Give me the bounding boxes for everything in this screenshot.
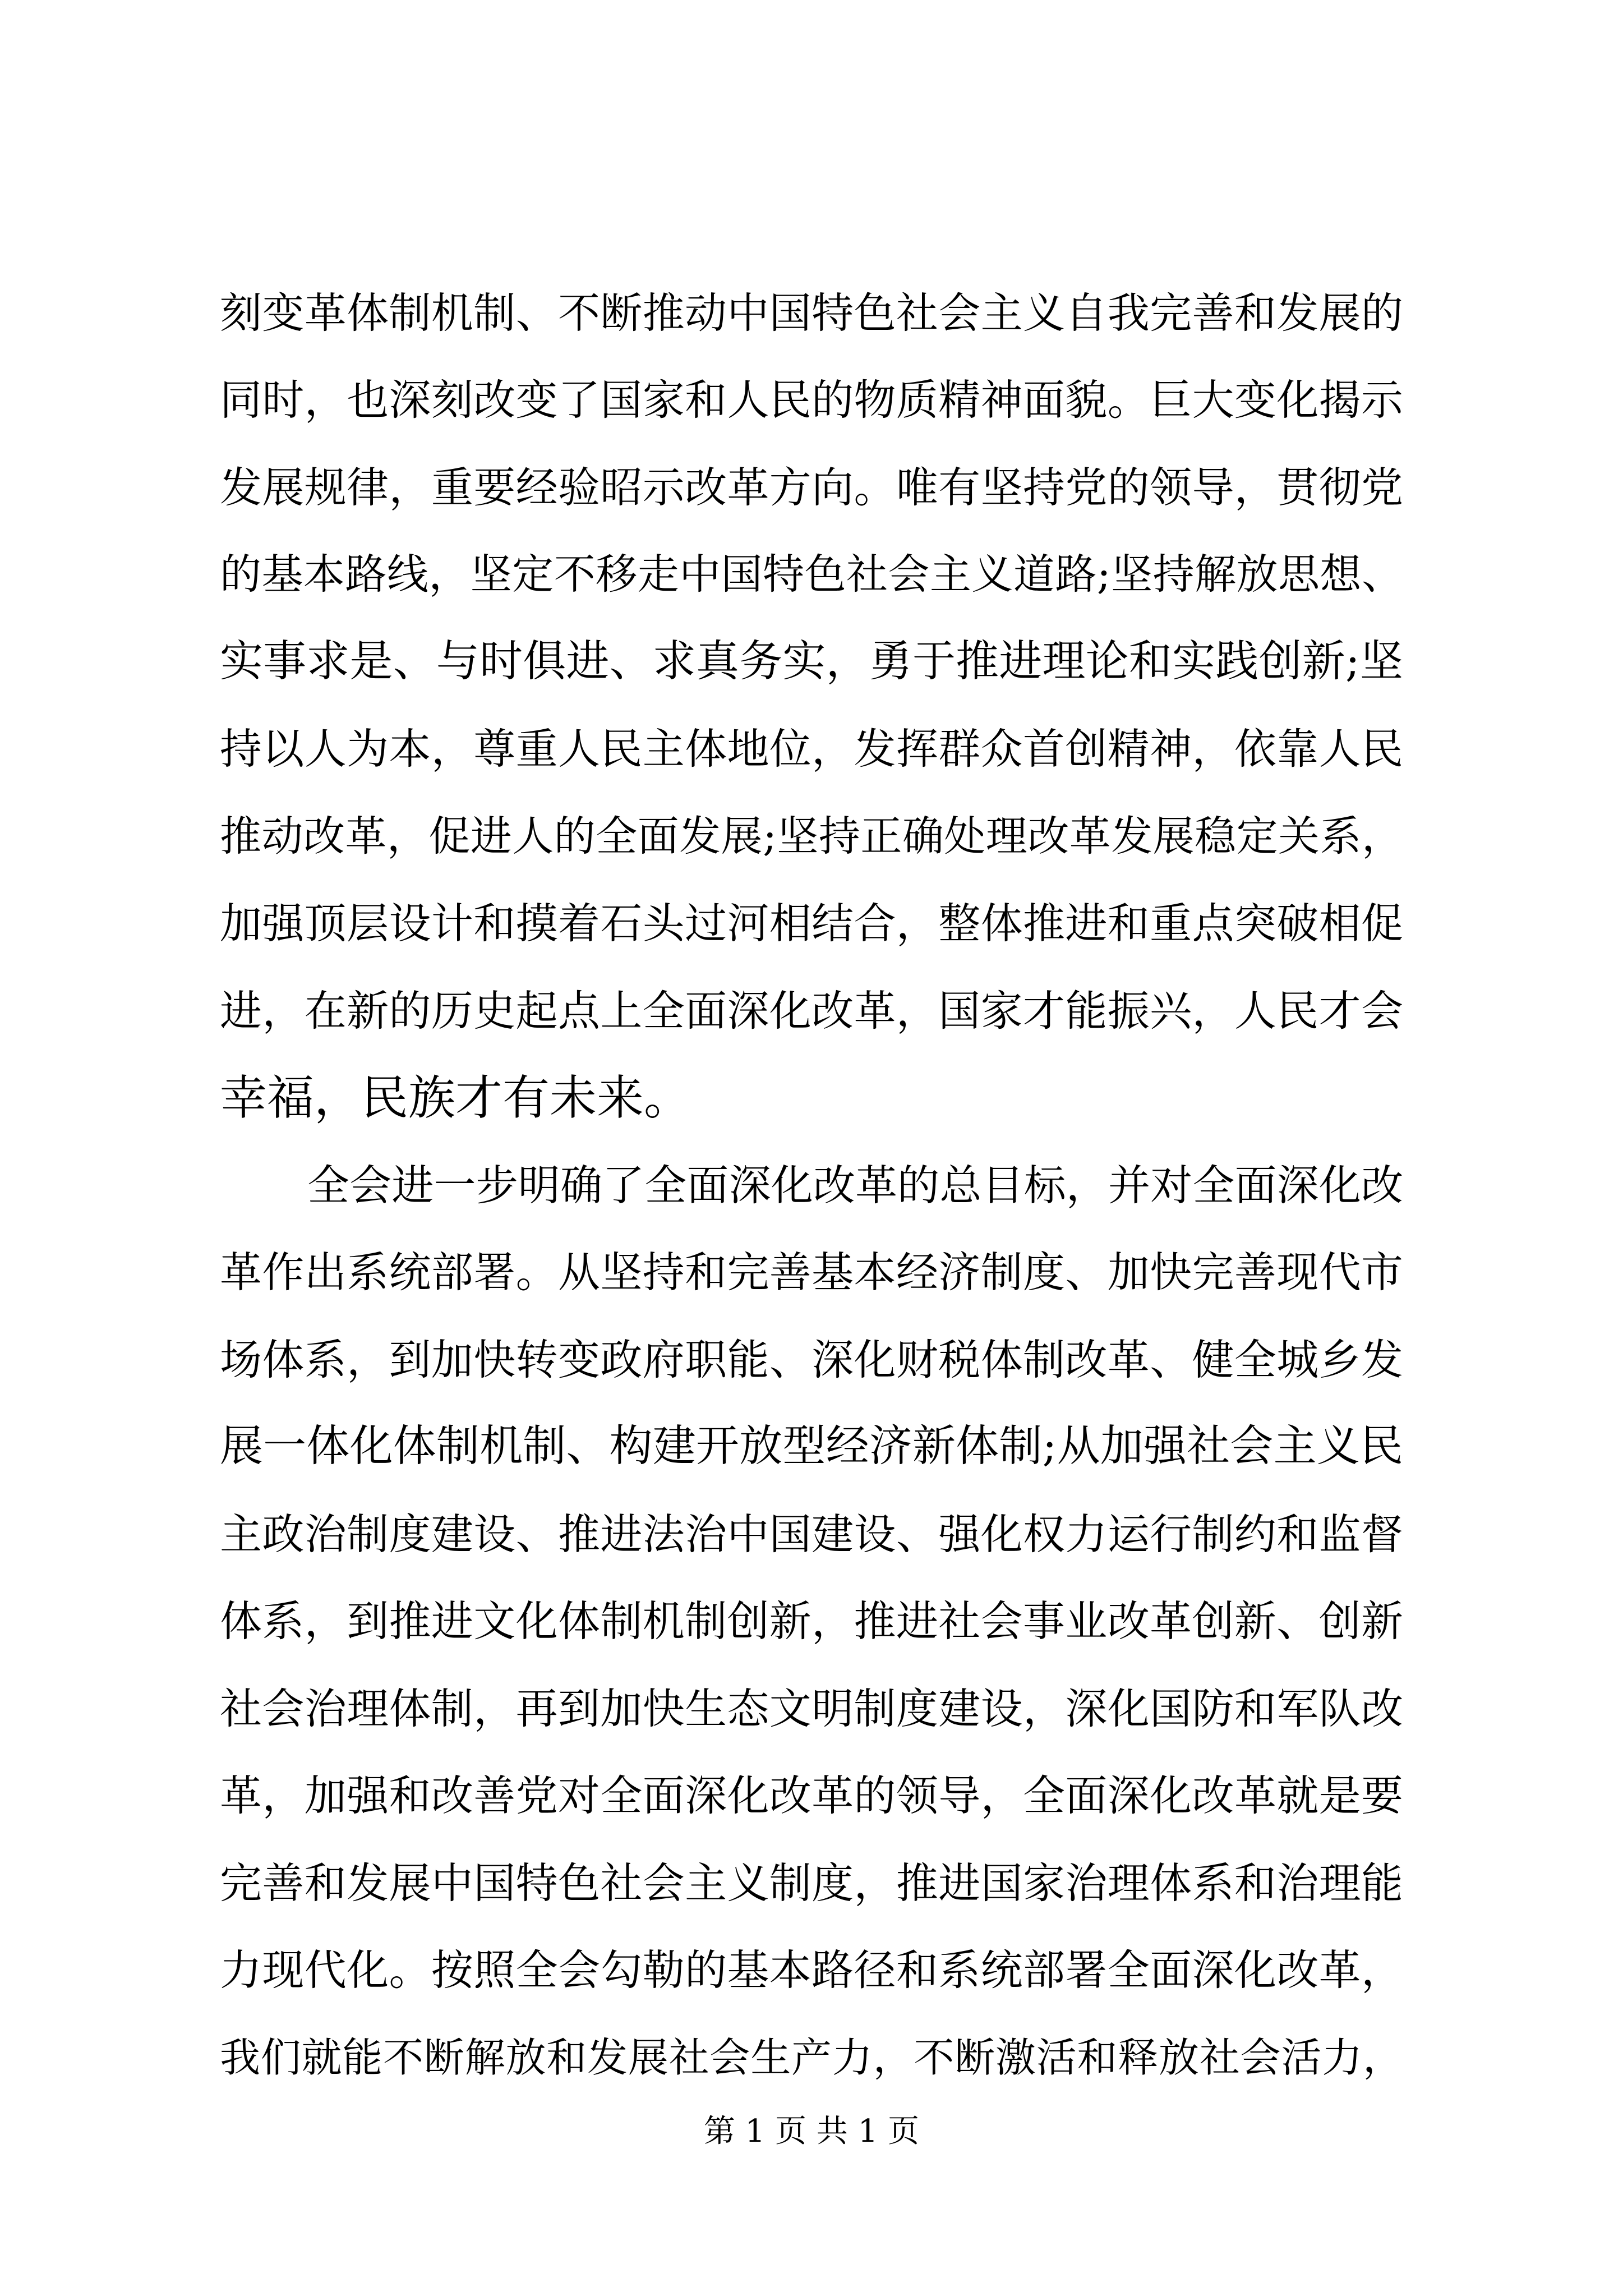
paragraph-2-first-line: 全会进一步明确了全面深化改革的总目标，并对全面深化改 xyxy=(307,1161,1403,1210)
page-footer: 第 1 页 共 1 页 xyxy=(703,2113,920,2150)
body-line-13: 场体系，到加快转变政府职能、深化财税体制改革、健全城乡发 xyxy=(220,1335,1403,1384)
body-line-12: 革作出系统部署。从坚持和完善基本经济制度、加快完善现代市 xyxy=(220,1248,1403,1297)
body-line-20: 力现代化。按照全会勾勒的基本路径和系统部署全面深化改革， xyxy=(220,1945,1403,1995)
body-line-16: 体系，到推进文化体制机制创新，推进社会事业改革创新、创新 xyxy=(220,1596,1403,1646)
body-line-4: 的基本路线，坚定不移走中国特色社会主义道路;坚持解放思想、 xyxy=(220,550,1403,599)
body-line-8: 加强顶层设计和摸着石头过河相结合，整体推进和重点突破相促 xyxy=(220,899,1403,948)
body-line-19: 完善和发展中国特色社会主义制度，推进国家治理体系和治理能 xyxy=(220,1858,1403,1908)
body-line-15: 主政治制度建设、推进法治中国建设、强化权力运行制约和监督 xyxy=(220,1510,1403,1559)
body-line-21: 我们就能不断解放和发展社会生产力，不断激活和释放社会活力， xyxy=(220,2034,1403,2081)
body-line-2: 同时，也深刻改变了国家和人民的物质精神面貌。巨大变化揭示 xyxy=(220,375,1403,425)
body-line-9: 进，在新的历史起点上全面深化改革，国家才能振兴，人民才会 xyxy=(220,986,1403,1036)
body-line-10: 幸福，民族才有未来。 xyxy=(220,1070,691,1125)
body-line-14: 展一体化体制机制、构建开放型经济新体制;从加强社会主义民 xyxy=(220,1421,1403,1471)
body-line-17: 社会治理体制，再到加快生态文明制度建设，深化国防和军队改 xyxy=(220,1684,1403,1733)
body-line-5: 实事求是、与时俱进、求真务实，勇于推进理论和实践创新;坚 xyxy=(220,637,1403,687)
body-line-6: 持以人为本，尊重人民主体地位，发挥群众首创精神，依靠人民 xyxy=(220,724,1403,774)
body-line-18: 革，加强和改善党对全面深化改革的领导，全面深化改革就是要 xyxy=(220,1771,1403,1820)
body-line-3: 发展规律，重要经验昭示改革方向。唯有坚持党的领导，贯彻党 xyxy=(220,463,1403,512)
body-line-7: 推动改革，促进人的全面发展;坚持正确处理改革发展稳定关系， xyxy=(220,812,1403,861)
body-line-1: 刻变革体制机制、不断推动中国特色社会主义自我完善和发展的 xyxy=(220,288,1403,338)
